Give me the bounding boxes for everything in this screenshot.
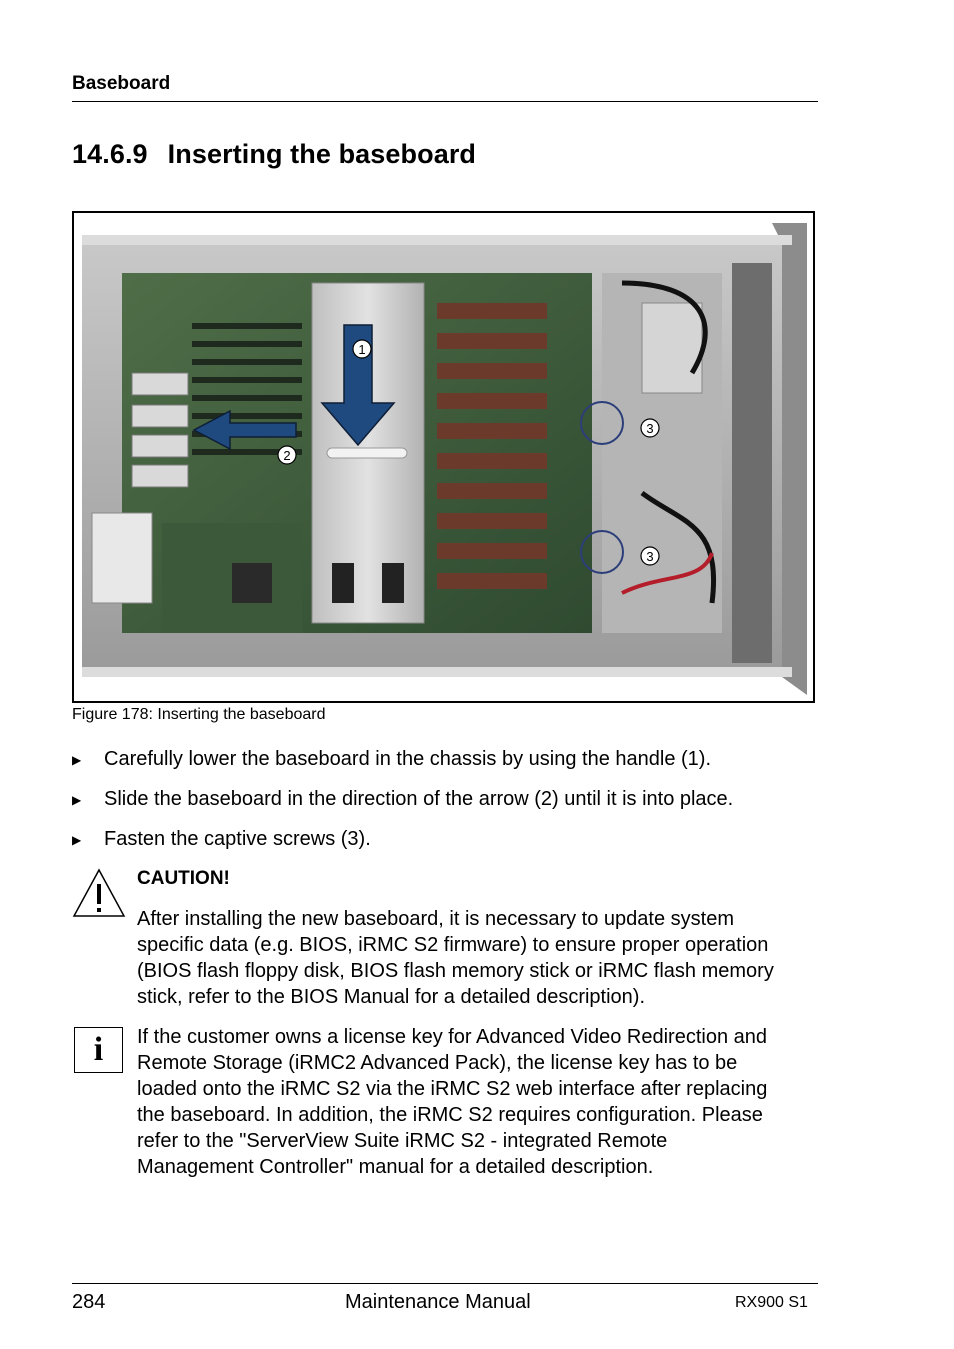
handle	[327, 448, 407, 458]
running-header: Baseboard	[72, 73, 171, 94]
bullet-triangle-icon: ▶	[72, 833, 82, 847]
bullet-triangle-icon: ▶	[72, 793, 82, 807]
figure-frame	[72, 211, 815, 703]
caution-text	[137, 906, 827, 1010]
caution-title: CAUTION!	[137, 868, 230, 889]
info-line: refer to the "ServerView Suite iRMC S2 - integrated Remote	[137, 1130, 668, 1152]
header-divider	[72, 101, 818, 102]
callout-1: 1	[358, 342, 366, 357]
caution-icon	[72, 868, 126, 918]
callout-2: 2	[283, 448, 291, 463]
caution-line: (BIOS flash floppy disk, BIOS flash memory stick or iRMC flash memory	[137, 960, 774, 982]
fan-wall	[732, 263, 772, 663]
info-line: loaded onto the iRMC S2 via the iRMC S2 web interface after replacing	[137, 1078, 768, 1100]
step-text: Carefully lower the baseboard in the chassis by using the handle (1).	[104, 748, 712, 770]
info-line: the baseboard. In addition, the iRMC S2 requires configuration. Please	[137, 1104, 763, 1126]
caution-line: specific data (e.g. BIOS, iRMC S2 firmware) to ensure proper operation	[137, 934, 769, 956]
step-text: Slide the baseboard in the direction of the arrow (2) until it is into place.	[104, 788, 734, 810]
section-number: 14.6.9	[72, 139, 148, 169]
info-icon: i	[74, 1027, 123, 1073]
info-line: If the customer owns a license key for Advanced Video Redirection and	[137, 1026, 767, 1048]
baseboard-illustration	[82, 223, 807, 695]
info-text	[137, 1024, 827, 1180]
footer-divider	[72, 1283, 818, 1284]
figure-caption: Figure 178: Inserting the baseboard	[72, 706, 326, 723]
caution-line: After installing the new baseboard, it is necessary to update system	[137, 908, 734, 930]
product-model: RX900 S1	[735, 1294, 808, 1311]
caution-line: stick, refer to the BIOS Manual for a detailed description).	[137, 986, 646, 1008]
section-title: Inserting the baseboard	[167, 139, 477, 169]
callout-3-upper: 3	[646, 421, 654, 436]
section-heading	[72, 139, 476, 170]
manual-title: Maintenance Manual	[345, 1291, 531, 1313]
info-line: Management Controller" manual for a detailed description.	[137, 1156, 654, 1178]
bullet-triangle-icon: ▶	[72, 753, 82, 767]
drive-cage	[92, 513, 152, 603]
info-line: Remote Storage (iRMC2 Advanced Pack), the license key has to be	[137, 1052, 738, 1074]
callout-3-lower: 3	[646, 549, 654, 564]
page-number: 284	[72, 1291, 106, 1313]
step-text: Fasten the captive screws (3).	[104, 828, 371, 850]
